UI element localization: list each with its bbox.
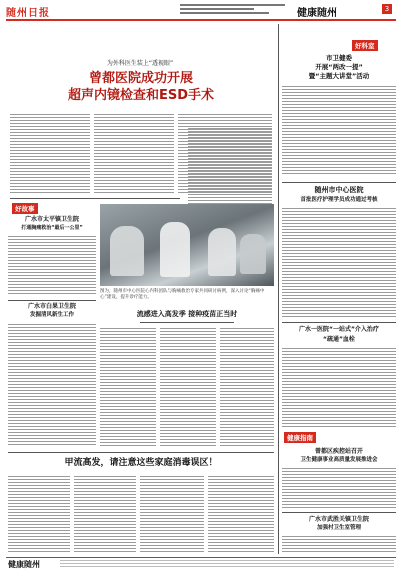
right-story2-body <box>282 208 396 318</box>
right-story4-title-b: 卫生健康事业高质量发展推进会 <box>300 457 378 463</box>
right-story2-title-a: 随州市中心医院 <box>314 186 364 194</box>
left-story2-title-a: 广水市白果卫生院 <box>27 303 76 310</box>
photo-caption: 图为，随州市中心医院心内科团队与胸痛救治专家共同研讨病例，深入讨论“胸痛中心”建设，提升诊疗能力。 <box>100 289 265 300</box>
footer-rule <box>6 557 396 558</box>
right-story5-body <box>282 536 396 554</box>
right-story1-title-b: 开展“两改一提” <box>315 63 363 71</box>
lead-body-col2 <box>94 114 174 194</box>
bottom-feature-body-col4 <box>208 476 274 554</box>
left-divider <box>8 300 96 301</box>
masthead-dateline <box>180 4 285 18</box>
left-story1-title-a: 广水市太平镇卫生院 <box>24 216 79 223</box>
mid-feature-body-col3 <box>220 328 274 446</box>
right-story4-body <box>282 468 396 508</box>
right-divider-2 <box>282 322 396 323</box>
right-story3-body <box>282 348 396 428</box>
right-divider-3 <box>282 512 396 513</box>
bottom-feature-top-rule <box>8 452 274 453</box>
bottom-feature-body-col1 <box>8 476 70 554</box>
lead-title-line1: 曾都医院成功开展 <box>88 71 193 86</box>
right-story3-title-a: 广水一医院“一站式”介入治疗 <box>299 326 379 333</box>
bottom-feature-body-col3 <box>140 476 204 554</box>
right-story1-body <box>282 86 396 176</box>
left-section-label: 好故事 <box>12 203 38 214</box>
right-story1-title-a: 市卫健委 <box>326 54 352 62</box>
lead-divider <box>10 198 180 199</box>
right-story5-title-b: 加强村卫生室管理 <box>316 525 361 531</box>
footer-fineprint <box>60 560 394 567</box>
bottom-feature-body-col2 <box>74 476 136 554</box>
masthead-rule <box>6 19 396 21</box>
left-story2-body <box>8 324 96 446</box>
right-section-label: 好科室 <box>352 40 378 51</box>
lead-body-col1 <box>10 114 90 194</box>
left-story1-title-b: 打通胸痛救治“最后一公里” <box>21 225 83 231</box>
lead-title-line2: 超声内镜检查和ESD手术 <box>67 88 215 103</box>
right-story3-title-b: “疏通”血栓 <box>323 336 355 343</box>
mid-feature-title: 流感进入高发季 接种疫苗正当时 <box>136 310 238 318</box>
right-story2-title-b: 首批医疗护理学员成功通过考核 <box>300 197 378 203</box>
left-story1-body <box>8 236 96 296</box>
column-separator <box>278 24 279 554</box>
masthead-logo: 随州日报 <box>6 8 50 19</box>
mid-feature-body-col2 <box>160 328 216 446</box>
lead-kicker: 为外科医生装上“透视眼” <box>106 60 174 67</box>
right-section-label-2: 健康指南 <box>284 432 316 443</box>
right-story1-title-c: 暨“主题大讲堂”活动 <box>308 72 370 80</box>
masthead-edition-title: 健康随州 <box>297 8 337 19</box>
right-story4-title-a: 曾都区疾控站召开 <box>314 448 363 455</box>
mid-feature-body-col1 <box>100 328 156 446</box>
mid-feature-subline <box>140 322 234 323</box>
left-story2-title-b: 发掘清风新生工作 <box>29 312 74 318</box>
right-divider-1 <box>282 182 396 183</box>
page-number: 3 <box>382 4 392 14</box>
right-story5-title-a: 广水市武胜关镇卫生院 <box>308 516 369 523</box>
bottom-feature-title: 甲流高发，请注意这些家庭消毒误区！ <box>64 458 218 468</box>
footer-logo: 健康随州 <box>8 559 40 569</box>
news-photo <box>100 204 274 286</box>
